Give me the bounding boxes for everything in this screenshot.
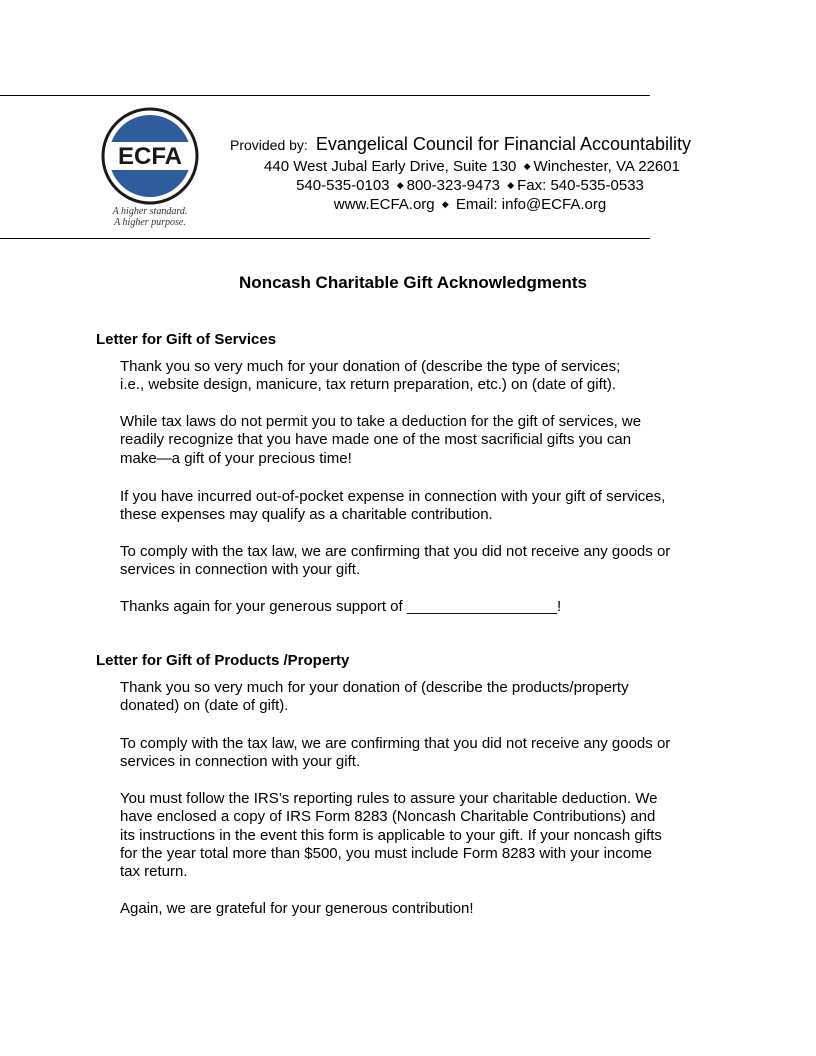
diamond-separator-icon: ◆ — [396, 180, 404, 190]
text-line: have enclosed a copy of IRS Form 8283 (Noncash Charitable Contributions) and — [120, 808, 656, 826]
services-paragraph-2 — [120, 413, 720, 468]
text-line: To comply with the tax law, we are confirming that you did not receive any goods or — [120, 735, 671, 752]
phone-1: 540-535-0103 — [296, 177, 390, 194]
services-paragraph-3 — [120, 488, 720, 525]
services-paragraph-1 — [120, 358, 720, 395]
section-heading-services: Letter for Gift of Services — [96, 331, 277, 348]
text-line: While tax laws do not permit you to take a deduction for the gift of services, we — [120, 413, 642, 430]
text-line: donated) on (date of gift). — [120, 697, 289, 715]
services-paragraph-4 — [120, 543, 720, 580]
text-line: make—a gift of your precious time! — [120, 449, 352, 467]
text-line: Thank you so very much for your donation of (describe the products/property — [120, 679, 629, 696]
services-paragraph-5 — [120, 598, 720, 616]
phone-2: 800-323-9473 — [406, 177, 501, 194]
text-line: Thank you so very much for your donation of (describe the type of services; — [120, 358, 621, 375]
email-link[interactable]: Email: info@ECFA.org — [455, 196, 607, 213]
org-contact-block — [230, 134, 710, 214]
logo-tagline — [100, 206, 200, 228]
diamond-separator-icon: ◆ — [507, 180, 515, 190]
org-name: Evangelical Council for Financial Accountability — [315, 134, 692, 154]
text-line: If you have incurred out-of-pocket expense in connection with your gift of services, — [120, 488, 666, 505]
text-line: readily recognize that you have made one of the most sacrificial gifts you can — [120, 431, 632, 449]
city-state-zip: Winchester, VA 22601 — [533, 158, 680, 175]
fax-number: Fax: 540-535-0533 — [517, 177, 644, 194]
diamond-separator-icon: ◆ — [523, 161, 531, 171]
section-heading-products: Letter for Gift of Products /Property — [96, 652, 350, 669]
diamond-separator-icon: ◆ — [441, 199, 449, 209]
phone-line — [230, 176, 710, 195]
logo-text: ECFA — [117, 143, 183, 170]
products-paragraph-2 — [120, 735, 720, 772]
provided-by-label: Provided by: — [230, 137, 308, 153]
products-paragraph-1 — [120, 679, 720, 716]
tagline-line-1: A higher standard. — [112, 206, 188, 217]
text-line: services in connection with your gift. — [120, 561, 361, 579]
text-line: You must follow the IRS’s reporting rules to assure your charitable deduction. We — [120, 790, 658, 807]
products-paragraph-3 — [120, 790, 720, 881]
org-line — [230, 134, 710, 155]
website-link[interactable]: www.ECFA.org — [333, 196, 435, 213]
text-line: for the year total more than $500, you must include Form 8283 with your income — [120, 844, 652, 862]
bottom-divider — [0, 238, 650, 239]
text-line: Thanks again for your generous support of __________________! — [120, 598, 562, 615]
address-line — [230, 157, 710, 176]
text-line: services in connection with your gift. — [120, 753, 361, 771]
tagline-line-2: A higher purpose. — [114, 217, 186, 228]
text-line: To comply with the tax law, we are confirming that you did not receive any goods or — [120, 543, 671, 560]
web-line — [230, 195, 710, 214]
text-line: Again, we are grateful for your generous contribution! — [120, 900, 474, 917]
products-paragraph-4 — [120, 900, 720, 918]
text-line: tax return. — [120, 863, 188, 881]
text-line: i.e., website design, manicure, tax return preparation, etc.) on (date of gift). — [120, 376, 617, 394]
street-address: 440 West Jubal Early Drive, Suite 130 — [264, 158, 517, 175]
document-title: Noncash Charitable Gift Acknowledgments — [239, 273, 587, 292]
text-line: these expenses may qualify as a charitable contribution. — [120, 506, 493, 524]
top-divider — [0, 95, 650, 96]
text-line: its instructions in the event this form is applicable to your gift. If your noncash gifts — [120, 826, 662, 844]
